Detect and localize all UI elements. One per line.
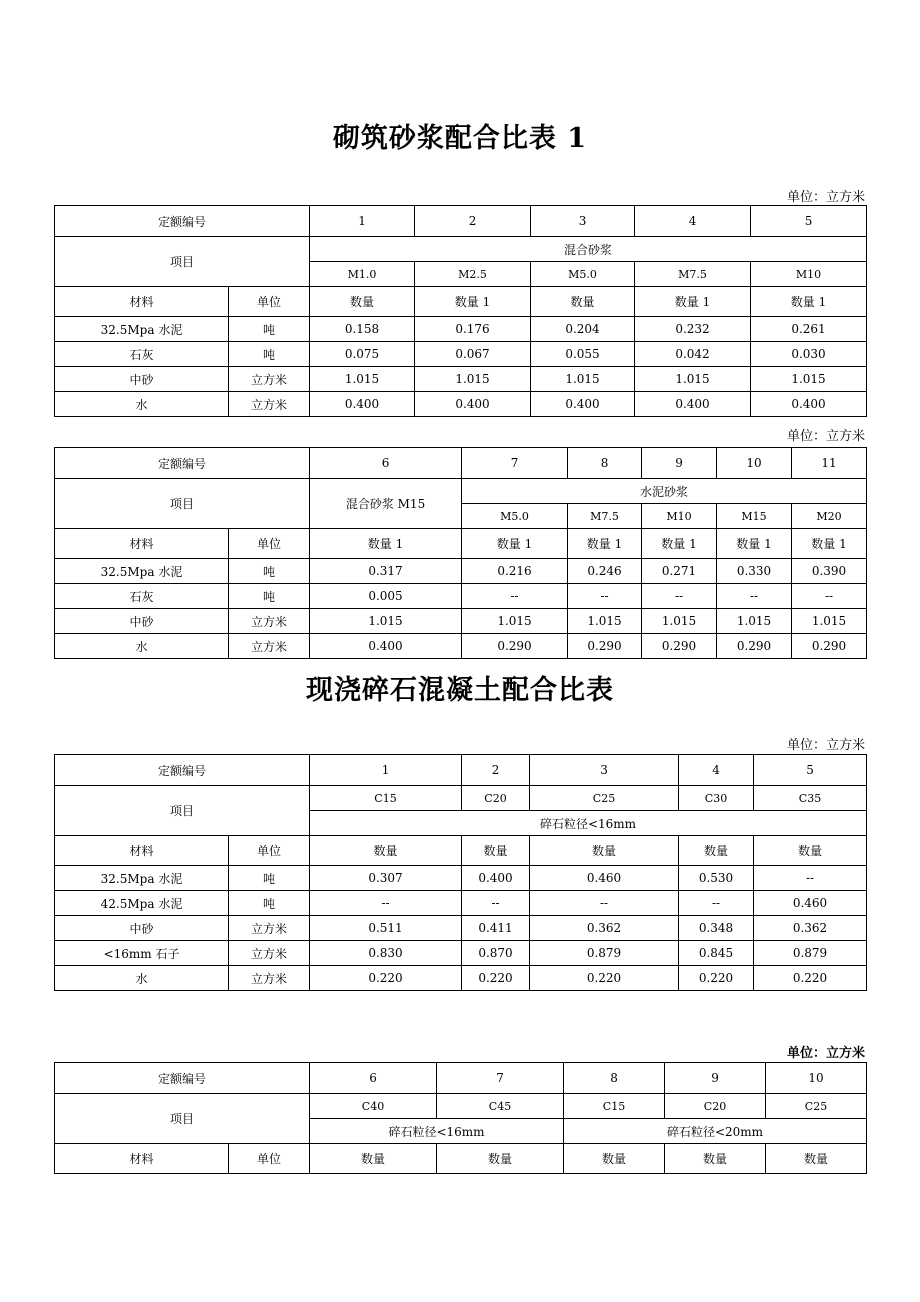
quantity-cell: 0.400 (462, 866, 530, 891)
table-row (55, 891, 867, 916)
quota-code: 7 (462, 448, 568, 479)
quantity-cell: 0.400 (635, 392, 751, 417)
quantity-cell: 0.845 (679, 941, 754, 966)
quantity-cell: 0.400 (310, 634, 462, 659)
quantity-header: 数量 (564, 1144, 665, 1174)
grade-cell: M5.0 (531, 262, 635, 287)
material-unit: 立方米 (229, 966, 310, 991)
quantity-header: 数量 (437, 1144, 564, 1174)
table-row (55, 367, 867, 392)
quantity-cell: 0.075 (310, 342, 415, 367)
quantity-header: 数量 (679, 836, 754, 866)
quantity-cell: 0.220 (310, 966, 462, 991)
quantity-cell: 1.015 (751, 367, 867, 392)
table-row (55, 584, 867, 609)
quantity-cell: -- (792, 584, 867, 609)
material-unit: 吨 (229, 866, 310, 891)
quantity-header: 数量 (310, 836, 462, 866)
quantity-cell: 0.870 (462, 941, 530, 966)
quantity-cell: 0.460 (530, 866, 679, 891)
quantity-cell: 0.879 (754, 941, 867, 966)
quantity-cell: 1.015 (462, 609, 568, 634)
material-name: 42.5Mpa 水泥 (55, 891, 229, 916)
table-row (55, 609, 867, 634)
quantity-cell: 0.261 (751, 317, 867, 342)
quota-code: 11 (792, 448, 867, 479)
quantity-cell: 1.015 (568, 609, 642, 634)
material-unit: 立方米 (229, 392, 310, 417)
quota-code: 9 (642, 448, 717, 479)
grade-cell: C15 (564, 1094, 665, 1119)
quota-code: 3 (531, 206, 635, 237)
grade-cell: M20 (792, 504, 867, 529)
grade-cell: C30 (679, 786, 754, 811)
grade-cell: M15 (717, 504, 792, 529)
concrete-mix-table-2 (54, 1062, 867, 1174)
quantity-cell: 0.330 (717, 559, 792, 584)
unit-label: 单位：立方米 (786, 190, 865, 205)
item-label: 项目 (55, 237, 310, 287)
quota-code-label: 定额编号 (55, 206, 310, 237)
mortar-mix-table-2 (54, 447, 867, 659)
material-unit: 吨 (229, 317, 310, 342)
concrete-mix-table-1 (54, 754, 867, 991)
material-unit: 吨 (229, 584, 310, 609)
material-unit: 吨 (229, 559, 310, 584)
material-header: 材料 (55, 529, 229, 559)
quota-code-label: 定额编号 (55, 1063, 310, 1094)
quota-code: 10 (766, 1063, 867, 1094)
material-name: 水 (55, 966, 229, 991)
material-name: <16mm 石子 (55, 941, 229, 966)
grade-cell: M2.5 (415, 262, 531, 287)
quantity-cell: 1.015 (642, 609, 717, 634)
quantity-cell: 0.411 (462, 916, 530, 941)
quantity-cell: 0.290 (462, 634, 568, 659)
quantity-header: 数量 (530, 836, 679, 866)
material-name: 中砂 (55, 916, 229, 941)
aggregate-size-label: 碎石粒径<16mm (310, 1119, 564, 1144)
grade-cell: C40 (310, 1094, 437, 1119)
quantity-cell: 0.204 (531, 317, 635, 342)
quantity-cell: 0.290 (642, 634, 717, 659)
material-unit: 立方米 (229, 609, 310, 634)
quantity-header: 数量 (754, 836, 867, 866)
material-name: 水 (55, 634, 229, 659)
unit-label: 单位：立方米 (786, 738, 865, 753)
quota-code-label: 定额编号 (55, 448, 310, 479)
table-row (55, 966, 867, 991)
grade-cell: C45 (437, 1094, 564, 1119)
quantity-header: 数量 1 (415, 287, 531, 317)
table-row (55, 317, 867, 342)
item-label: 项目 (55, 479, 310, 529)
quantity-cell: 1.015 (635, 367, 751, 392)
grade-cell: M5.0 (462, 504, 568, 529)
quantity-cell: -- (754, 866, 867, 891)
material-name: 中砂 (55, 609, 229, 634)
unit-header: 单位 (229, 529, 310, 559)
material-header: 材料 (55, 287, 229, 317)
quantity-cell: 0.317 (310, 559, 462, 584)
quantity-cell: 0.220 (462, 966, 530, 991)
quantity-cell: 0.511 (310, 916, 462, 941)
aggregate-size-label: 碎石粒径<16mm (310, 811, 867, 836)
table-row (55, 941, 867, 966)
quantity-cell: 0.220 (754, 966, 867, 991)
quantity-cell: 0.271 (642, 559, 717, 584)
quantity-cell: 0.400 (531, 392, 635, 417)
quota-code: 10 (717, 448, 792, 479)
table-row (55, 866, 867, 891)
material-unit: 立方米 (229, 941, 310, 966)
grade-cell: M7.5 (635, 262, 751, 287)
quantity-cell: 0.232 (635, 317, 751, 342)
quantity-header: 数量 (531, 287, 635, 317)
quantity-header: 数量 1 (568, 529, 642, 559)
material-unit: 吨 (229, 891, 310, 916)
quantity-header: 数量 (310, 287, 415, 317)
quota-code: 2 (415, 206, 531, 237)
quantity-cell: 0.307 (310, 866, 462, 891)
quantity-cell: 0.067 (415, 342, 531, 367)
quota-code-label: 定额编号 (55, 755, 310, 786)
material-name: 中砂 (55, 367, 229, 392)
quantity-cell: 0.055 (531, 342, 635, 367)
quota-code: 4 (679, 755, 754, 786)
quantity-cell: -- (717, 584, 792, 609)
grade-cell: C20 (665, 1094, 766, 1119)
quantity-cell: 1.015 (717, 609, 792, 634)
quantity-cell: 1.015 (310, 609, 462, 634)
grade-cell: M7.5 (568, 504, 642, 529)
quantity-cell: -- (679, 891, 754, 916)
quota-code: 5 (751, 206, 867, 237)
grade-cell: M1.0 (310, 262, 415, 287)
material-unit: 立方米 (229, 367, 310, 392)
grade-cell: M10 (751, 262, 867, 287)
mortar-mix-table-1 (54, 205, 867, 417)
quantity-cell: 0.176 (415, 317, 531, 342)
material-header: 材料 (55, 836, 229, 866)
quantity-cell: -- (568, 584, 642, 609)
grade-cell: C35 (754, 786, 867, 811)
quantity-cell: -- (310, 891, 462, 916)
quantity-cell: 0.030 (751, 342, 867, 367)
quantity-header: 数量 1 (310, 529, 462, 559)
quantity-header: 数量 1 (635, 287, 751, 317)
quantity-cell: -- (530, 891, 679, 916)
mortar-group-label: 水泥砂浆 (462, 479, 867, 504)
aggregate-size-label: 碎石粒径<20mm (564, 1119, 867, 1144)
item-label: 项目 (55, 786, 310, 836)
quantity-cell: 1.015 (792, 609, 867, 634)
quantity-header: 数量 1 (792, 529, 867, 559)
quantity-cell: 0.400 (751, 392, 867, 417)
quota-code: 2 (462, 755, 530, 786)
grade-cell: C20 (462, 786, 530, 811)
quantity-cell: 1.015 (310, 367, 415, 392)
quantity-cell: 0.220 (530, 966, 679, 991)
section-title: 现浇碎石混凝土配合比表 (306, 675, 614, 706)
mixed-mortar-m15: 混合砂浆 M15 (310, 479, 462, 529)
quota-code: 8 (564, 1063, 665, 1094)
material-name: 32.5Mpa 水泥 (55, 866, 229, 891)
quantity-cell: 0.390 (792, 559, 867, 584)
quantity-cell: 0.400 (415, 392, 531, 417)
quantity-cell: 1.015 (531, 367, 635, 392)
quantity-cell: 0.005 (310, 584, 462, 609)
material-unit: 立方米 (229, 634, 310, 659)
quota-code: 8 (568, 448, 642, 479)
quantity-header: 数量 (462, 836, 530, 866)
material-header: 材料 (55, 1144, 229, 1174)
material-name: 石灰 (55, 342, 229, 367)
material-unit: 吨 (229, 342, 310, 367)
quota-code: 9 (665, 1063, 766, 1094)
quantity-cell: 0.530 (679, 866, 754, 891)
quantity-cell: 0.400 (310, 392, 415, 417)
page-title: 砌筑砂浆配合比表 1 (332, 123, 588, 154)
material-name: 32.5Mpa 水泥 (55, 559, 229, 584)
unit-label: 单位：立方米 (786, 429, 865, 444)
quantity-cell: 1.015 (415, 367, 531, 392)
grade-cell: C25 (766, 1094, 867, 1119)
quantity-header: 数量 1 (642, 529, 717, 559)
item-label: 项目 (55, 1094, 310, 1144)
table-row (55, 342, 867, 367)
quantity-cell: 0.362 (754, 916, 867, 941)
grade-cell: C25 (530, 786, 679, 811)
material-name: 32.5Mpa 水泥 (55, 317, 229, 342)
quantity-cell: -- (462, 584, 568, 609)
unit-label: 单位：立方米 (786, 1046, 865, 1061)
grade-cell: M10 (642, 504, 717, 529)
table-row (55, 916, 867, 941)
grade-cell: C15 (310, 786, 462, 811)
table-row (55, 559, 867, 584)
quantity-header: 数量 (766, 1144, 867, 1174)
quota-code: 5 (754, 755, 867, 786)
quantity-header: 数量 1 (462, 529, 568, 559)
quota-code: 6 (310, 1063, 437, 1094)
material-unit: 立方米 (229, 916, 310, 941)
quantity-cell: 0.042 (635, 342, 751, 367)
table-row (55, 392, 867, 417)
quantity-cell: -- (462, 891, 530, 916)
quantity-header: 数量 (310, 1144, 437, 1174)
quota-code: 7 (437, 1063, 564, 1094)
quota-code: 1 (310, 755, 462, 786)
quantity-cell: 0.158 (310, 317, 415, 342)
quota-code: 4 (635, 206, 751, 237)
quantity-cell: 0.460 (754, 891, 867, 916)
material-name: 水 (55, 392, 229, 417)
quantity-header: 数量 1 (751, 287, 867, 317)
quantity-header: 数量 (665, 1144, 766, 1174)
quantity-cell: 0.348 (679, 916, 754, 941)
quota-code: 3 (530, 755, 679, 786)
quantity-cell: 0.879 (530, 941, 679, 966)
table-row (55, 634, 867, 659)
material-name: 石灰 (55, 584, 229, 609)
quantity-cell: 0.830 (310, 941, 462, 966)
unit-header: 单位 (229, 836, 310, 866)
quantity-cell: 0.362 (530, 916, 679, 941)
quota-code: 6 (310, 448, 462, 479)
mortar-group-label: 混合砂浆 (310, 237, 867, 262)
quantity-cell: 0.290 (792, 634, 867, 659)
quantity-cell: 0.290 (568, 634, 642, 659)
quantity-cell: 0.246 (568, 559, 642, 584)
quantity-cell: -- (642, 584, 717, 609)
quota-code: 1 (310, 206, 415, 237)
unit-header: 单位 (229, 1144, 310, 1174)
quantity-cell: 0.216 (462, 559, 568, 584)
unit-header: 单位 (229, 287, 310, 317)
quantity-cell: 0.290 (717, 634, 792, 659)
quantity-header: 数量 1 (717, 529, 792, 559)
quantity-cell: 0.220 (679, 966, 754, 991)
